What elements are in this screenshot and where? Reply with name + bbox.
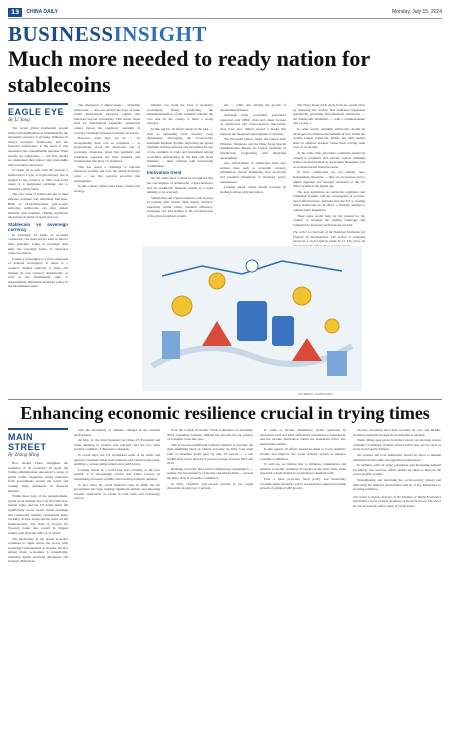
- paragraph: Looking ahead, in a world that sees volatility as the new normal, it is increasingly crucial that China focuses on maintaining economic stability and boosting domestic demand.: [74, 467, 160, 481]
- page-number: 13: [8, 8, 22, 17]
- article2-column-2: [74, 428, 160, 738]
- paragraph: Although some economies previously supported only CBDC trials and others focused on stablecoins and cryptocurrency innovation, most have now shifted toward a model that supports the integrated development of all three.: [220, 113, 286, 136]
- paragraph: The new legislation on stablecoin regulation and settlement systems, and the convergence of account-based infrastructure, indicates that the US is treating dollar stablecoins as, in effect, a strategic attempt to cement dollar hegemony.: [293, 189, 365, 213]
- paragraph: On the other hand, it must be recognized that the convergence of stablecoins, cryptocurrencies and the traditional financial system is a trend unlikely to be reversed.: [147, 176, 213, 195]
- article1-headline: Much more needed to ready nation for stablecoins: [8, 46, 370, 97]
- paragraph: In other words, renminbi stablecoins should be developed via offshore mechanisms in fact. While the world's largest stablecoin, Tether, has built market share in offshore markets, China must actively seek ways to avoid risk.: [293, 126, 365, 150]
- paragraph: This has posed a challenge to national monetary systems and even the global monetary order — one that warrants proactive risk management.: [74, 164, 140, 183]
- paragraph: with the uncertainty of dramatic changes in the external environment.: [74, 428, 160, 437]
- paragraph: There steps would help lay the ground for the country to navigate the shifting landscape and safeguard its monetary and financial security.: [293, 213, 365, 227]
- paragraph: Currency sovereignty is a vital component of national sovereignty. It refers to a country's highest authority to issue and manage its own currency domestically, as well as the fundamental right to independently implement monetary policy in the international arena.: [8, 256, 68, 289]
- paragraph: Breaking down the three factors influencing consumption — namely, the inconsistency of income and employment — reveals the sharp drop in consumer confidence.: [167, 466, 253, 480]
- paragraph: In this context, China must adopt a dual-track strategy.: [74, 184, 140, 193]
- paragraph: In analyzing all forms of so-called 'currencies', one must always keep in mind a basic principle: acting as sovereign state mint, the sovereign nature of currencies cannot be altered.: [8, 232, 68, 256]
- article1-subhead-1: Stablecoin vs sovereign currency: [8, 221, 68, 232]
- article2-headline: Enhancing economic resilience crucial in trying times: [20, 403, 430, 423]
- paragraph: Stablecoins and cryptocurrencies will develop in tandem with central bank digital currency, especially within China, potential efficiency, reshaping cost and leading to the reconstruction of the global payment system.: [147, 195, 213, 219]
- paragraph: How should China strengthen the resilience of its economy? In April, the Trump administration announced a range of global tariffs, triggering strong responses from governments around the world and causing sharp turbulence in financial markets.: [8, 461, 68, 493]
- article1-column-name: EAGLE EYE: [8, 103, 68, 117]
- paragraph: Second, increasing short-term incomes for low- and middle-income households through fiscal subsidies is advised.: [353, 428, 441, 437]
- article1-column-2: [74, 103, 140, 407]
- article1-byline: By Li Yang: [8, 118, 30, 123]
- paragraph: The uncertainty in the global economy continues to ripple across the world, with escalating confrontations at all sides. Rivalry among major economies is intensifying, reflecting deeper structural divergence and strategic differences.: [8, 536, 68, 564]
- section-title-part2: INSIGHT: [113, 22, 207, 46]
- paragraph: In addition, with an aging population and increasing demand for elderly care services, efforts should be taken to improve the social security system.: [353, 463, 441, 477]
- article1-author-note: The writer is chairman of the National Institution for Finance & Development. The article is compiled based on a recent speech made by Li. The views do: [293, 230, 365, 244]
- paragraph: In this regard, all efforts should be made to boost residents' income and improve the social security system to enhance consumer confidence.: [260, 447, 346, 461]
- article-divider: [8, 399, 442, 400]
- paragraph: Third, lifting asset prices from the bottom can also help restore consumer confidence. Policies should bolster key sectors such as stock and property markets.: [353, 438, 441, 452]
- article2-column-4: [260, 428, 346, 738]
- paragraph: In fact, since the world financial crisis in 2008, the US government has been running significant deficits and imposing extreme restrictions on China in both trade and technology sectors.: [74, 482, 160, 501]
- paragraph: Strengthening and reforming the social-security system and improving the business environment will be of key importance to boosting resilience.: [353, 477, 441, 492]
- publication-name: CHINA DAILY: [26, 9, 58, 15]
- paragraph: In 2025, residents' year-on-year growth in per capita disposable income was 5 percent.: [167, 481, 253, 491]
- paragraph: First, a more proactive fiscal policy and moderately accommodative monetary policy are needed to support the stable growth of nominal GDP growth.: [260, 476, 346, 491]
- article2-column-5: [353, 428, 441, 738]
- page-header-bar: [8, 6, 442, 19]
- paragraph: All policies and loan institutions should be lifted to unleash demand from first-time and upgrading homebuyers.: [353, 452, 441, 462]
- paragraph: The core value of stablecoins lies in their efficient payment and settlement functions. Built on blockchain-based peer-to-peer networks, stablecoins can offer almost instantly open payment, offering significant advantages in terms of speed and cost.: [8, 192, 68, 220]
- paragraph: In this regard, all efforts made in the past — such as expanding local currency swap agreements, developing the Cross-border Interbank Payment System, improving the global renminbi clearing network and increasing the use of the renminbi in trade and investment among economies participating in the Belt and Road Initiative — must continue with unwavering commitment.: [147, 126, 213, 168]
- issue-date: Monday, July 15, 2024: [392, 9, 442, 15]
- paragraph: On May 12, the Joint Statement on China–US Economic and Trade Meeting in Geneva was released, and the two sides reached a number of important consensus.: [74, 438, 160, 452]
- article2: [8, 428, 442, 738]
- article2-byline: By Zhang Ming: [8, 453, 40, 458]
- paragraph: The emergence of digital assets — including stablecoins — does not subvert the logic of some sound international monetary regime that functions beyond sovereignty. That means when used for international payments, stablecoins cannot bypass the regulatory oversight of currency exchange between sovereign currencies.: [74, 103, 140, 135]
- paragraph: The recent global momentum around stablecoins highlights how fundamentally the alternative currency is growing. Influence in today's economy. Stablecoins, and the financial architecture, at the heart of this discussion lies a fundamental question: What exactly are stablecoins — and how should we understand their impact and relationship with sovereign currencies?: [8, 126, 68, 167]
- article2-column-name: MAIN STREET: [8, 428, 68, 452]
- article2-author-note: The writer is deputy director of the Institute of World Economics and Politics of the Chinese Academy of Social Sciences. The views do not necessarily reflect those of China Daily.: [353, 494, 441, 508]
- paragraph: Any advancement in stablecoins must also address risks such as sovereign currency substitution, money laundering, user protection and potential disruptions to monetary policy transmission.: [220, 161, 286, 184]
- article2-column-3: [167, 428, 253, 738]
- article1-illustration: [142, 246, 362, 391]
- section-title: [8, 23, 442, 45]
- paragraph: However, what they can do — by strengthening their role in payments — is progressively erode the functional role of sovereign currencies, given that payments and settlement represent the most essential and irreplaceable functions of currencies.: [74, 136, 140, 164]
- paragraph: In recent days, the US invalidated some of its tariffs and agreed to maintain stable trade relations; and China reciprocated, enabling a corresponding reduction in tariff levels.: [74, 452, 160, 467]
- paragraph: ties — while also driving the growth of decentralized finance.: [220, 103, 286, 112]
- paragraph: The Hong Kong SAR starts from an overall view by nurturing the world's first dedicated legislation specifically governing fiat-referenced stablecoins — the Stablecoins Ordinance — with a commencement date of Aug 1.: [293, 103, 365, 126]
- article2-column-1: [8, 428, 68, 738]
- paragraph: Looking ahead, China should leverage its leading position with innovation.: [220, 185, 286, 194]
- section-title-part1: BUSINESS: [8, 22, 114, 46]
- paragraph: To begin, let us start with the concept: a stablecoin is a type of cryptocurrency that is pegged to the currency or other real-world assets at a designated exchange rate to maintain a stable value.: [8, 168, 68, 191]
- illustration-art: [142, 246, 362, 391]
- newspaper-page: [8, 6, 442, 741]
- paragraph: from the Central Economic Work Conference in December 2024, expanding domestic demand has become the top priority of economic work this year.: [167, 428, 253, 442]
- paragraph: To sum up, we believe that to stimulate consumption and enhance economic resilience is needed in the short term, while structural reform should be accelerated to medium term.: [260, 462, 346, 476]
- paragraph: libraries can avoid the issue of monetary sovereignty, firmly promoting the internationalization of the renminbi remains the core task for the country to build a strong currency.: [147, 103, 213, 126]
- paragraph: Within three days of the announcement, global stock markets lost over $10 trillion in market value, and the US dollar index fell significantly across board, bonds exchange and commodity markets experienced sharp volatility. Stocks, bonds and the dollar all fell simultaneously. The yield on 10-year US Treasury bonds also posted its biggest weekly gain since the 2001, 9-11 attack.: [8, 494, 68, 535]
- paragraph: The European Union, Japan, the United Arab Emirates, Singapore and the Hong Kong Special Administrative Region are typical examples of jurisdictions progressing with integrated development.: [220, 137, 286, 160]
- paragraph: This is because insufficient domestic demand is currently the main stumbling block in China's economy. In 2024, total retail sales of consumer goods grew by only 3.5 percent — a rate significantly lower than the 8 percent average between 2015 and 2019.: [167, 442, 253, 466]
- paragraph: In terms of income distribution, profits generated by enterprises have not been sufficiently transferred to households, and the income distribution within the household sector also needs improvement.: [260, 428, 346, 446]
- illustration-credit: CAI MENG / CHINA DAILY: [298, 392, 334, 396]
- paragraph: At the same time, favorable conditions should be created to prudently and actively explore renminbi stablecoin development by leveraging Shanghai's role as an international financial center.: [293, 150, 365, 169]
- article1-subhead-2: Innovation trend: [147, 170, 182, 176]
- article1-column-1: [8, 103, 68, 407]
- paragraph: In short, stablecoins are not entirely new. Independent currencies — they are, in essence, tied to digital upgrades and strategic extension of the US dollar system in the digital age.: [293, 170, 365, 189]
